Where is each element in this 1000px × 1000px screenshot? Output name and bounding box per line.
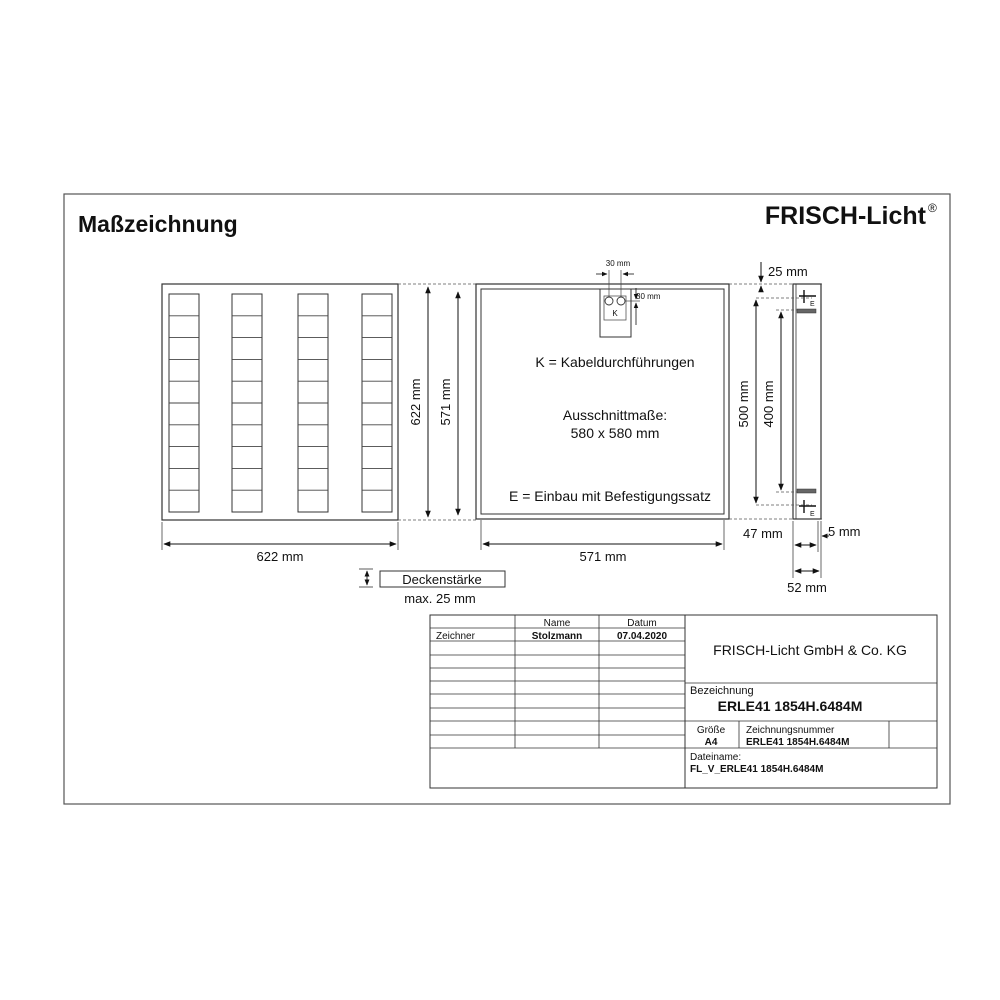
legend-e: E = Einbau mit Befestigungssatz bbox=[509, 488, 711, 504]
span-500-label: 500 mm bbox=[736, 380, 751, 428]
size-label: Größe bbox=[696, 725, 726, 736]
gland-width-label: 30 mm bbox=[605, 259, 631, 268]
ceiling-thickness-value: max. 25 mm bbox=[404, 591, 476, 606]
depth-52-label: 52 mm bbox=[787, 580, 827, 595]
brand-logo: FRISCH-Licht bbox=[764, 202, 926, 230]
drawing-date: 07.04.2020 bbox=[616, 631, 668, 642]
bracket-spring bbox=[797, 489, 816, 493]
brand-registered-mark: ® bbox=[928, 201, 937, 215]
cutout-title: Ausschnittmaße: bbox=[562, 407, 668, 423]
bracket-spring bbox=[797, 309, 816, 313]
row-label-drawer: Zeichner bbox=[436, 631, 475, 642]
designation-value: ERLE41 1854H.6484M bbox=[717, 698, 863, 714]
filename-label: Dateiname: bbox=[690, 752, 742, 763]
depth-47-label: 47 mm bbox=[743, 526, 783, 541]
legend-k: K = Kabeldurchführungen bbox=[535, 354, 695, 370]
drawing-number-label: Zeichnungsnummer bbox=[746, 725, 835, 736]
span-400-label: 400 mm bbox=[761, 380, 776, 428]
cutout-size: 580 x 580 mm bbox=[570, 425, 660, 441]
size-value: A4 bbox=[704, 737, 718, 748]
company-name: FRISCH-Licht GmbH & Co. KG bbox=[713, 642, 907, 658]
col-header-date: Datum bbox=[627, 618, 657, 629]
bracket-marker-bottom: E bbox=[810, 511, 815, 518]
ceiling-thickness-label: Deckenstärke bbox=[402, 572, 482, 587]
outer-height-label: 622 mm bbox=[408, 378, 423, 426]
cutout-width-label: 571 mm bbox=[579, 549, 627, 564]
depth-5-label: 5 mm bbox=[828, 524, 861, 539]
front-width-label: 622 mm bbox=[256, 549, 304, 564]
filename-value: FL_V_ERLE41 1854H.6484M bbox=[690, 764, 824, 775]
col-header-name: Name bbox=[543, 618, 571, 629]
inner-height-label: 571 mm bbox=[438, 378, 453, 426]
gland-marker: K bbox=[612, 309, 618, 318]
drawer-name: Stolzmann bbox=[531, 631, 583, 642]
gland-height-label: 30 mm bbox=[636, 292, 661, 301]
page-title: Maßzeichnung bbox=[78, 211, 238, 237]
top-offset-label: 25 mm bbox=[768, 264, 808, 279]
bracket-marker-top: E bbox=[810, 301, 815, 308]
designation-label: Bezeichnung bbox=[690, 685, 754, 697]
drawing-number-value: ERLE41 1854H.6484M bbox=[746, 737, 850, 748]
